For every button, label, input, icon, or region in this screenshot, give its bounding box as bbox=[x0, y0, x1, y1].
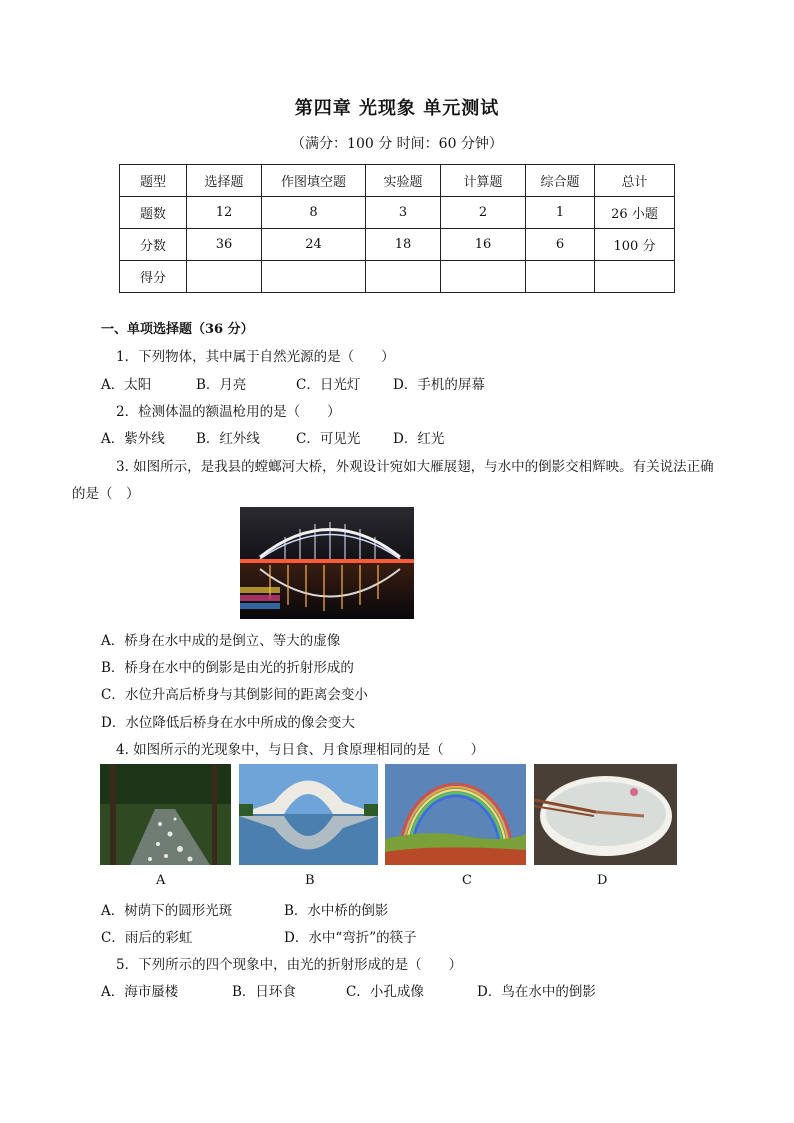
table-cell: 分数 bbox=[120, 229, 187, 261]
figure-label-b: B bbox=[305, 873, 315, 888]
option-a: A．紫外线 bbox=[101, 431, 165, 447]
question-2-stem: 2．检测体温的额温枪用的是（ ） bbox=[116, 404, 341, 420]
table-cell: 计算题 bbox=[441, 165, 526, 197]
option-a: A．树荫下的圆形光斑 bbox=[101, 903, 233, 919]
option-c: C．可见光 bbox=[296, 431, 361, 447]
table-cell: 36 bbox=[187, 229, 262, 261]
table-cell: 作图填空题 bbox=[262, 165, 366, 197]
page-subtitle: （满分：100 分 时间：60 分钟） bbox=[291, 136, 503, 152]
bridge-night-photo bbox=[240, 507, 414, 619]
table-cell: 18 bbox=[366, 229, 441, 261]
table-cell: 12 bbox=[187, 197, 262, 229]
score-input-cell bbox=[595, 261, 675, 293]
score-input-cell bbox=[262, 261, 366, 293]
table-row bbox=[120, 165, 675, 197]
arch-bridge-photo bbox=[239, 764, 378, 865]
table-cell: 得分 bbox=[120, 261, 187, 293]
table-cell: 16 bbox=[441, 229, 526, 261]
score-table bbox=[119, 164, 675, 293]
question-5-stem: 5．下列所示的四个现象中，由光的折射形成的是（ ） bbox=[116, 957, 463, 973]
section-heading: 一、单项选择题（36 分） bbox=[101, 322, 254, 337]
option-c: C．日光灯 bbox=[296, 377, 361, 393]
option-d: D．水位降低后桥身在水中所成的像会变大 bbox=[101, 715, 355, 731]
table-row bbox=[120, 261, 675, 293]
score-input-cell bbox=[366, 261, 441, 293]
option-b: B．日环食 bbox=[232, 984, 296, 1000]
chopsticks-bowl-photo bbox=[534, 764, 677, 865]
table-cell: 综合题 bbox=[526, 165, 595, 197]
question-3-stem: 3. 如图所示，是我县的螳螂河大桥，外观设计宛如大雁展翅，与水中的倒影交相辉映。有关说法正确 bbox=[116, 459, 714, 475]
option-d: D．红光 bbox=[393, 431, 445, 447]
table-cell: 24 bbox=[262, 229, 366, 261]
option-b: B．月亮 bbox=[196, 377, 247, 393]
table-row bbox=[120, 229, 675, 261]
table-cell: 总计 bbox=[595, 165, 675, 197]
figure-label-c: C bbox=[462, 873, 472, 888]
table-cell: 题数 bbox=[120, 197, 187, 229]
score-input-cell bbox=[441, 261, 526, 293]
option-c: C．雨后的彩虹 bbox=[101, 930, 193, 946]
table-cell: 1 bbox=[526, 197, 595, 229]
table-cell: 实验题 bbox=[366, 165, 441, 197]
option-d: D．水中“弯折”的筷子 bbox=[284, 930, 417, 946]
table-cell: 题型 bbox=[120, 165, 187, 197]
option-c: C．小孔成像 bbox=[346, 984, 424, 1000]
figure-label-d: D bbox=[597, 873, 608, 888]
table-cell: 3 bbox=[366, 197, 441, 229]
option-d: D．鸟在水中的倒影 bbox=[477, 984, 596, 1000]
option-b: B．水中桥的倒影 bbox=[284, 903, 389, 919]
table-cell: 选择题 bbox=[187, 165, 262, 197]
option-a: A．海市蜃楼 bbox=[101, 984, 179, 1000]
option-d: D．手机的屏幕 bbox=[393, 377, 485, 393]
question-4-stem: 4. 如图所示的光现象中，与日食、月食原理相同的是（ ） bbox=[116, 742, 485, 758]
score-input-cell bbox=[187, 261, 262, 293]
option-b: B．桥身在水中的倒影是由光的折射形成的 bbox=[101, 660, 354, 676]
figure-label-a: A bbox=[156, 873, 166, 888]
option-c: C．水位升高后桥身与其倒影间的距离会变小 bbox=[101, 687, 368, 703]
table-cell: 6 bbox=[526, 229, 595, 261]
rainbow-photo bbox=[385, 764, 526, 865]
table-cell: 100 分 bbox=[595, 229, 675, 261]
table-cell: 8 bbox=[262, 197, 366, 229]
score-input-cell bbox=[526, 261, 595, 293]
question-3-stem-cont: 的是（ ） bbox=[72, 486, 140, 502]
option-b: B．红外线 bbox=[196, 431, 260, 447]
option-a: A．太阳 bbox=[101, 377, 152, 393]
tree-shade-photo bbox=[100, 764, 231, 865]
question-1-stem: 1．下列物体，其中属于自然光源的是（ ） bbox=[116, 349, 395, 365]
page-title: 第四章 光现象 单元测试 bbox=[294, 98, 500, 119]
option-a: A．桥身在水中成的是倒立、等大的虚像 bbox=[101, 633, 341, 649]
table-row bbox=[120, 197, 675, 229]
table-cell: 26 小题 bbox=[595, 197, 675, 229]
table-cell: 2 bbox=[441, 197, 526, 229]
